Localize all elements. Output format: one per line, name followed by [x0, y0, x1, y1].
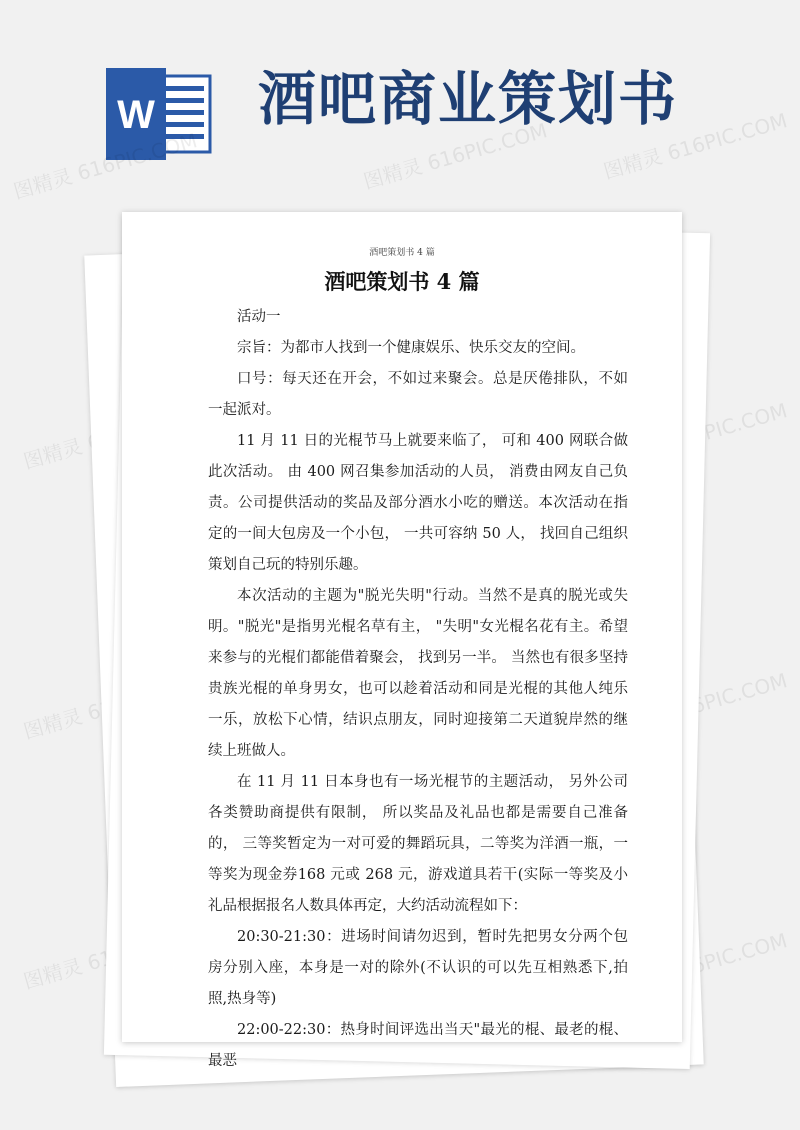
paragraph: 本次活动的主题为"脱光失明"行动。当然不是真的脱光或失明。"脱光"是指男光棍名草有主， "失明"女光棍名花有主。希望来参与的光棍们都能借着聚会， 找到另一半。 当然也有很多坚持贵族光棍的单身男女，也可以趁着活动和同是光棍的其他人纯乐一乐，放松下心情，结识点朋友，同时迎接第二天道貌岸然的继续上班做人。 [208, 588, 628, 759]
word-document-icon [106, 68, 214, 160]
paragraph: 活动一 [237, 309, 281, 325]
paragraph: 20:30-21:30：进场时间请勿迟到，暂时先把男女分两个包房分别入座，本身是一对的除外(不认识的可以先互相熟悉下,拍照,热身等) [208, 929, 628, 1007]
document-page [122, 212, 682, 1069]
watermark: 图精灵 616PIC.COM [360, 118, 550, 194]
paragraph: 口号：每天还在开会，不如过来聚会。总是厌倦排队，不如一起派对。 [208, 371, 628, 418]
document-body [208, 302, 628, 1077]
paragraph: 宗旨：为都市人找到一个健康娱乐、快乐交友的空间。 [237, 340, 585, 356]
watermark: 图精灵 [20, 954, 86, 994]
watermark: 图精灵 [20, 704, 86, 744]
paragraph: 在 11 月 11 日本身也有一场光棍节的主题活动， 另外公司各类赞助商提供有限制， 所以奖品及礼品也都是需要自己准备的， 三等奖暂定为一对可爱的舞蹈玩具，二等奖为洋酒一瓶，一等奖为现金券168 元或 268 元，游戏道具若干(实际一等奖及小礼品根据报名人数具体再定，大约活动流程如下： [208, 774, 628, 914]
watermark: 图精灵 616PIC.COM [600, 108, 790, 184]
watermark: 616PIC.COM [664, 668, 790, 726]
watermark: 616PIC.COM [664, 928, 790, 986]
word-logo-letter: W [117, 93, 155, 137]
watermark: 图精灵 616PIC.COM [10, 128, 200, 204]
paragraph: 22:00-22:30：热身时间评选出当天"最光的棍、最老的棍、最恶 [208, 1022, 628, 1069]
watermark: 图精灵 [20, 434, 86, 474]
watermark: 616PIC.COM [664, 398, 790, 456]
running-header: 酒吧策划书 4 篇 [369, 248, 435, 258]
paragraph: 11 月 11 日的光棍节马上就要来临了， 可和 400 网联合做此次活动。 由 400 网召集参加活动的人员， 消费由网友自己负责。公司提供活动的奖品及部分酒水小吃的赠送。本次活动在指定的一间大包房及一个小包， 一共可容纳 50 人， 找回自己组织策划自己玩的特别乐趣。 [208, 433, 628, 573]
document-title: 酒吧策划书 4 篇 [324, 269, 480, 294]
cover-title: 酒吧商业策划书 [258, 65, 679, 133]
